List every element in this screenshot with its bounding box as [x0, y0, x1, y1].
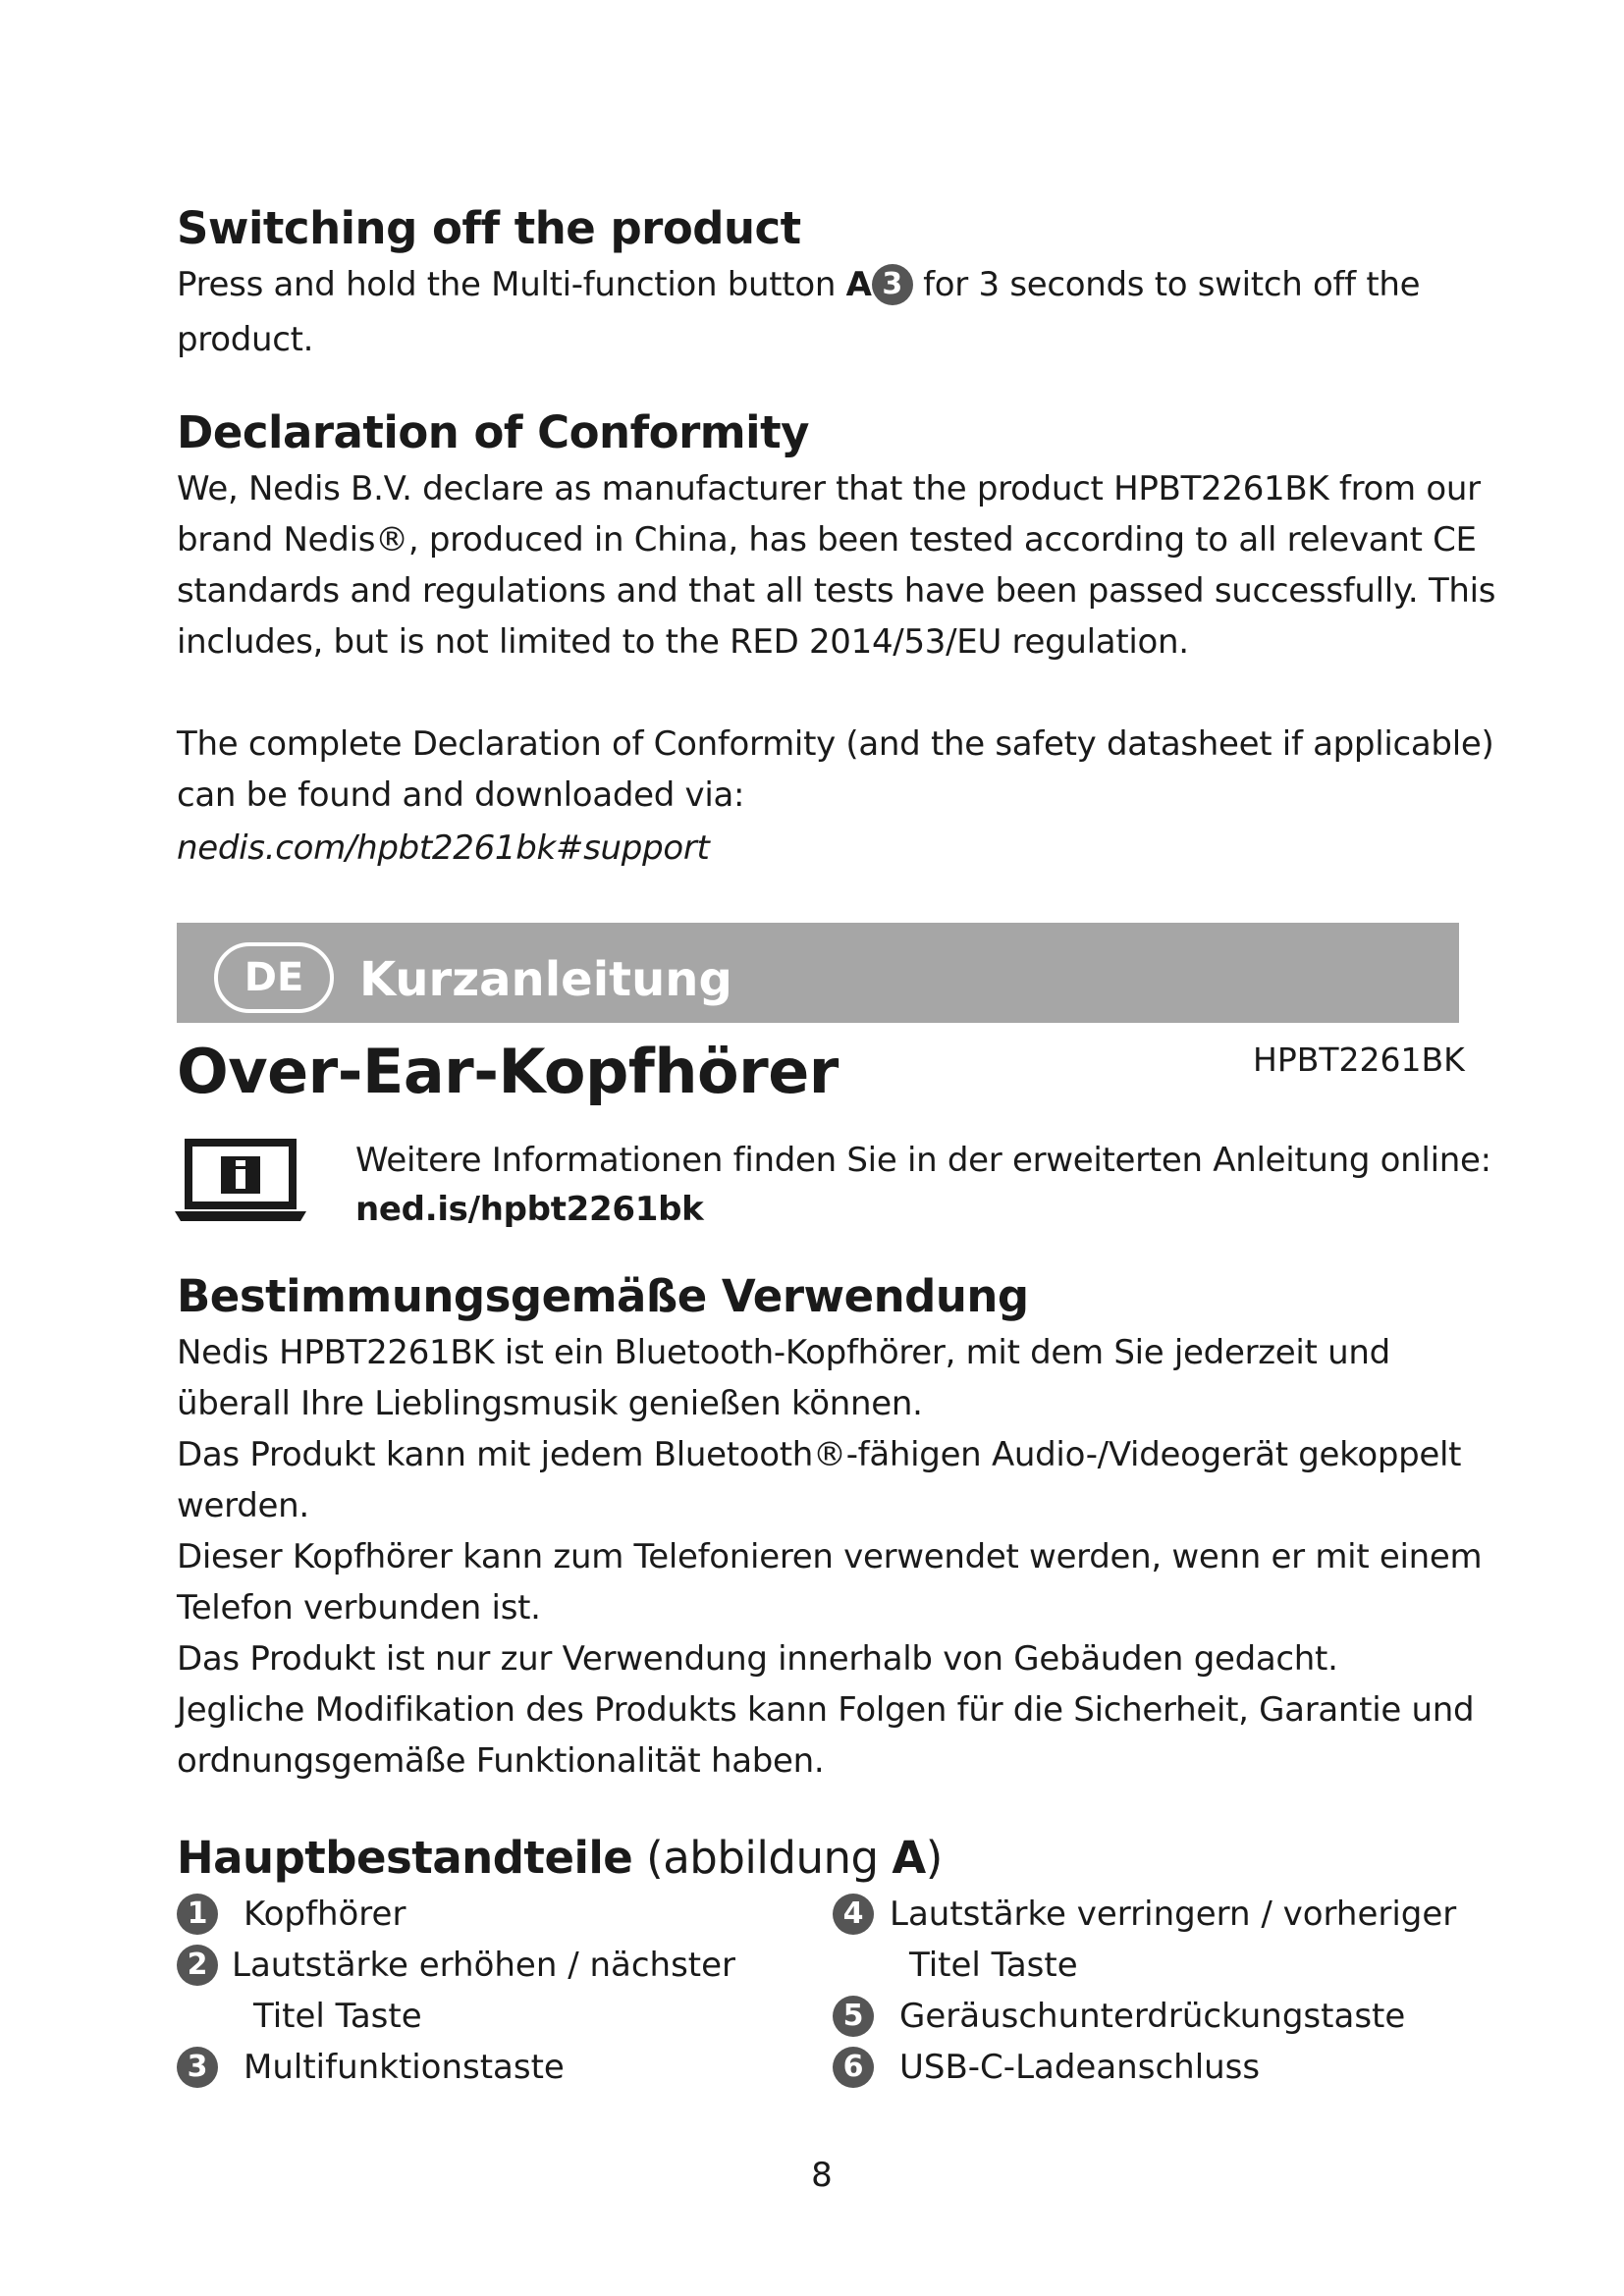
heading-declaration: Declaration of Conformity [177, 406, 809, 458]
heading-switching-off: Switching off the product [177, 202, 801, 254]
callout-1-icon: 1 [177, 1894, 218, 1935]
info-link[interactable]: ned.is/hpbt2261bk [355, 1190, 704, 1229]
component-item: 1 Kopfhörer [177, 1889, 406, 1940]
switch-off-text-line2: product. [177, 320, 314, 359]
component-item-cont: Titel Taste [909, 1946, 1078, 1985]
laptop-info-icon [175, 1139, 306, 1223]
component-item: 4 Lautstärke verringern / vorheriger [833, 1889, 1456, 1940]
page-number: 8 [811, 2156, 833, 2195]
product-title: Over-Ear-Kopfhörer [177, 1036, 839, 1107]
info-text: Weitere Informationen finden Sie in der erweiterten Anleitung online: [355, 1141, 1491, 1180]
callout-2-icon: 2 [177, 1945, 218, 1986]
intended-use-line: Das Produkt ist nur zur Verwendung innerhalb von Gebäuden gedacht. [177, 1639, 1338, 1679]
callout-3-icon: 3 [177, 2047, 218, 2088]
declaration-line: standards and regulations and that all tests have been passed successfully. This [177, 571, 1496, 611]
declaration-para2-line: The complete Declaration of Conformity (and the safety datasheet if applicable) [177, 724, 1494, 764]
heading-main-parts: Hauptbestandteile (abbildung A) [177, 1832, 943, 1884]
component-item-cont: Titel Taste [253, 1997, 422, 2036]
intended-use-line: Das Produkt kann mit jedem Bluetooth®-fähigen Audio-/Videogerät gekoppelt [177, 1435, 1462, 1474]
language-badge: DE [214, 942, 334, 1013]
support-link[interactable]: nedis.com/hpbt2261bk#support [177, 828, 710, 868]
component-item: 5 Geräuschunterdrückungstaste [833, 1991, 1405, 2042]
component-item: 6 USB-C-Ladeanschluss [833, 2042, 1260, 2093]
declaration-line: includes, but is not limited to the RED 2014/53/EU regulation. [177, 622, 1189, 662]
figure-ref: A [845, 265, 872, 304]
switch-off-text-line1: Press and hold the Multi-function button A 3 for 3 seconds to switch off the [177, 265, 1421, 304]
banner-title: Kurzanleitung [359, 952, 732, 1007]
intended-use-line: Nedis HPBT2261BK ist ein Bluetooth-Kopfhörer, mit dem Sie jederzeit und [177, 1333, 1390, 1372]
intended-use-line: ordnungsgemäße Funktionalität haben. [177, 1741, 825, 1781]
callout-3-icon: 3 [872, 264, 913, 305]
callout-5-icon: 5 [833, 1996, 874, 2037]
intended-use-line: Telefon verbunden ist. [177, 1588, 541, 1628]
component-item: 3 Multifunktionstaste [177, 2042, 565, 2093]
intended-use-line: Dieser Kopfhörer kann zum Telefonieren verwendet werden, wenn er mit einem [177, 1537, 1483, 1576]
declaration-line: brand Nedis®, produced in China, has been tested according to all relevant CE [177, 520, 1477, 560]
intended-use-line: Jegliche Modifikation des Produkts kann Folgen für die Sicherheit, Garantie und [177, 1690, 1475, 1730]
declaration-line: We, Nedis B.V. declare as manufacturer that the product HPBT2261BK from our [177, 469, 1481, 508]
callout-6-icon: 6 [833, 2047, 874, 2088]
component-item: 2 Lautstärke erhöhen / nächster [177, 1940, 735, 1991]
intended-use-line: überall Ihre Lieblingsmusik genießen können. [177, 1384, 923, 1423]
declaration-para2-line: can be found and downloaded via: [177, 775, 745, 815]
model-number: HPBT2261BK [1253, 1041, 1465, 1079]
callout-4-icon: 4 [833, 1894, 874, 1935]
heading-intended-use: Bestimmungsgemäße Verwendung [177, 1270, 1029, 1322]
intended-use-line: werden. [177, 1486, 309, 1525]
